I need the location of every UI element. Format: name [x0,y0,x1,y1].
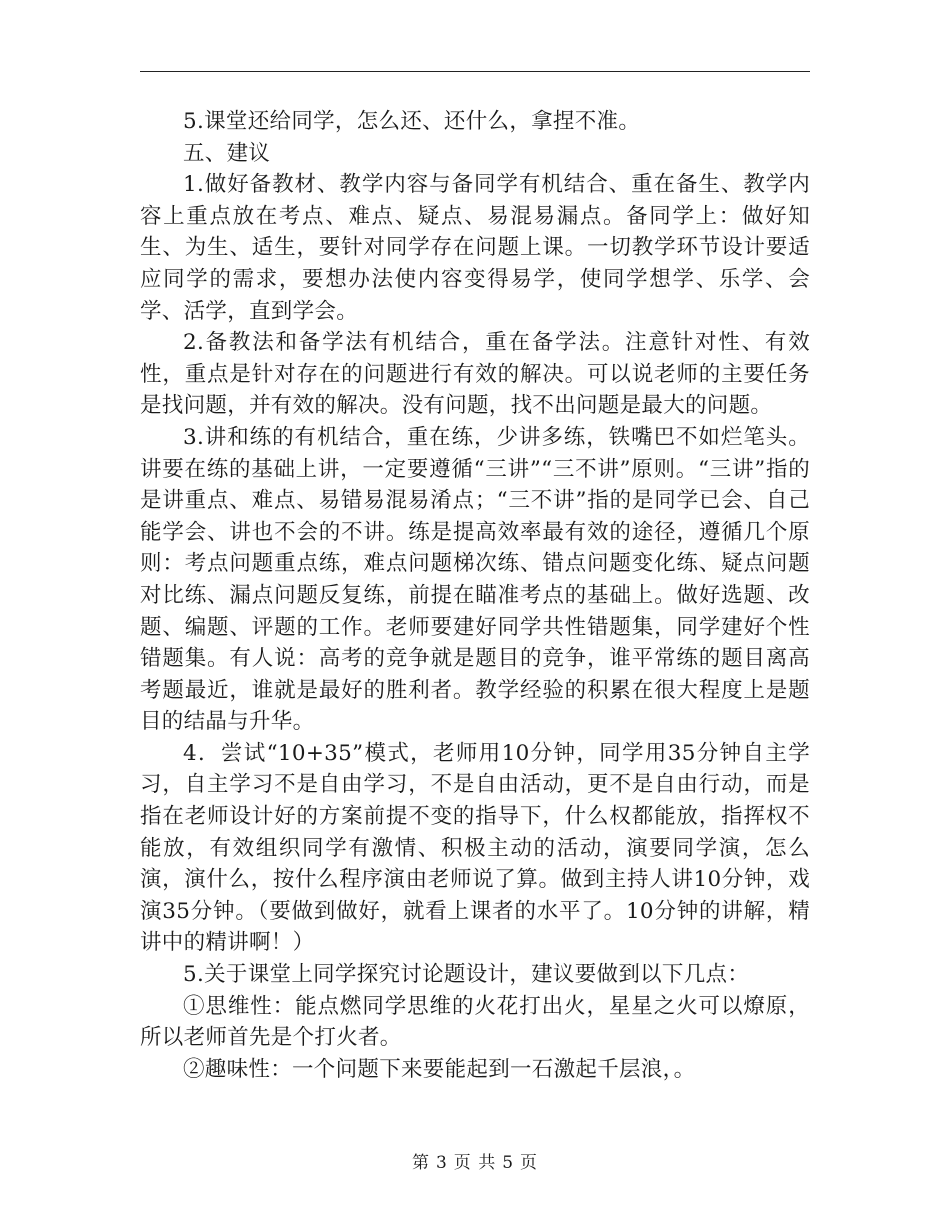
paragraph: 5.课堂还给同学，怎么还、还什么，拿捏不准。 [183,109,641,134]
section-heading: 五、建议 [183,140,271,166]
page-footer [0,1148,950,1173]
paragraph: 4．尝试“10+35”模式，老师用10分钟，同学用35分钟自主学习，自主学习不是自由学习，不是自由活动，更不是自由行动，而是指在老师设计好的方案前提不变的指导下，什么权都能放，指挥权不能放，有效组织同学有激情、积极主动的活动，演要同学演，怎么演，演什么，按什么程序演由老师说了算。做到主持人讲10分钟，戏演35分钟。（要做到做好，就看上课者的水平了。10分钟的讲解，精讲中的精讲啊！） [140,740,810,956]
paragraph: ②趣味性：一个问题下来要能起到一石激起千层浪，。 [183,1056,696,1082]
paragraph: ①思维性：能点燃同学思维的火花打出火，星星之火可以燎原，所以老师首先是个打火者。 [140,993,810,1051]
paragraph: 1.做好备教材、教学内容与备同学有机结合、重在备生、教学内容上重点放在考点、难点、疑点、易混易漏点。备同学上：做好知生、为生、适生，要针对同学存在问题上课。一切教学环节设计要适应同学的需求，要想办法使内容变得易学，使同学想学、乐学、会学、活学，直到学会。 [140,172,810,324]
paragraph: 2.备教法和备学法有机结合，重在备学法。注意针对性、有效性，重点是针对存在的问题进行有效的解决。可以说老师的主要任务是找问题，并有效的解决。没有问题，找不出问题是最大的问题。 [140,330,810,419]
page-label-prefix: 第 [411,1153,430,1173]
page-label-mid: 页 共 [453,1153,497,1173]
header-rule [140,71,810,72]
paragraph: 5.关于课堂上同学探究讨论题设计，建议要做到以下几点： [183,962,750,988]
current-page-number: 3 [435,1153,448,1173]
page-label-suffix: 页 [520,1153,539,1173]
paragraph: 3.讲和练的有机结合，重在练，少讲多练，铁嘴巴不如烂笔头。讲要在练的基础上讲，一定要遵循“三讲”“三不讲”原则。“三讲”指的是讲重点、难点、易错易混易淆点；“三不讲”指的是同学已会、自己能学会、讲也不会的不讲。练是提高效率最有效的途径，遵循几个原则：考点问题重点练，难点问题梯次练、错点问题变化练、疑点问题对比练、漏点问题反复练，前提在瞄准考点的基础上。做好选题、改题、编题、评题的工作。老师要建好同学共性错题集，同学建好个性错题集。有人说：高考的竞争就是题目的竞争，谁平常练的题目离高考题最近，谁就是最好的胜利者。教学经验的积累在很大程度上是题目的结晶与升华。 [140,424,810,735]
total-pages-number: 5 [502,1153,515,1173]
document-body [140,106,810,1085]
